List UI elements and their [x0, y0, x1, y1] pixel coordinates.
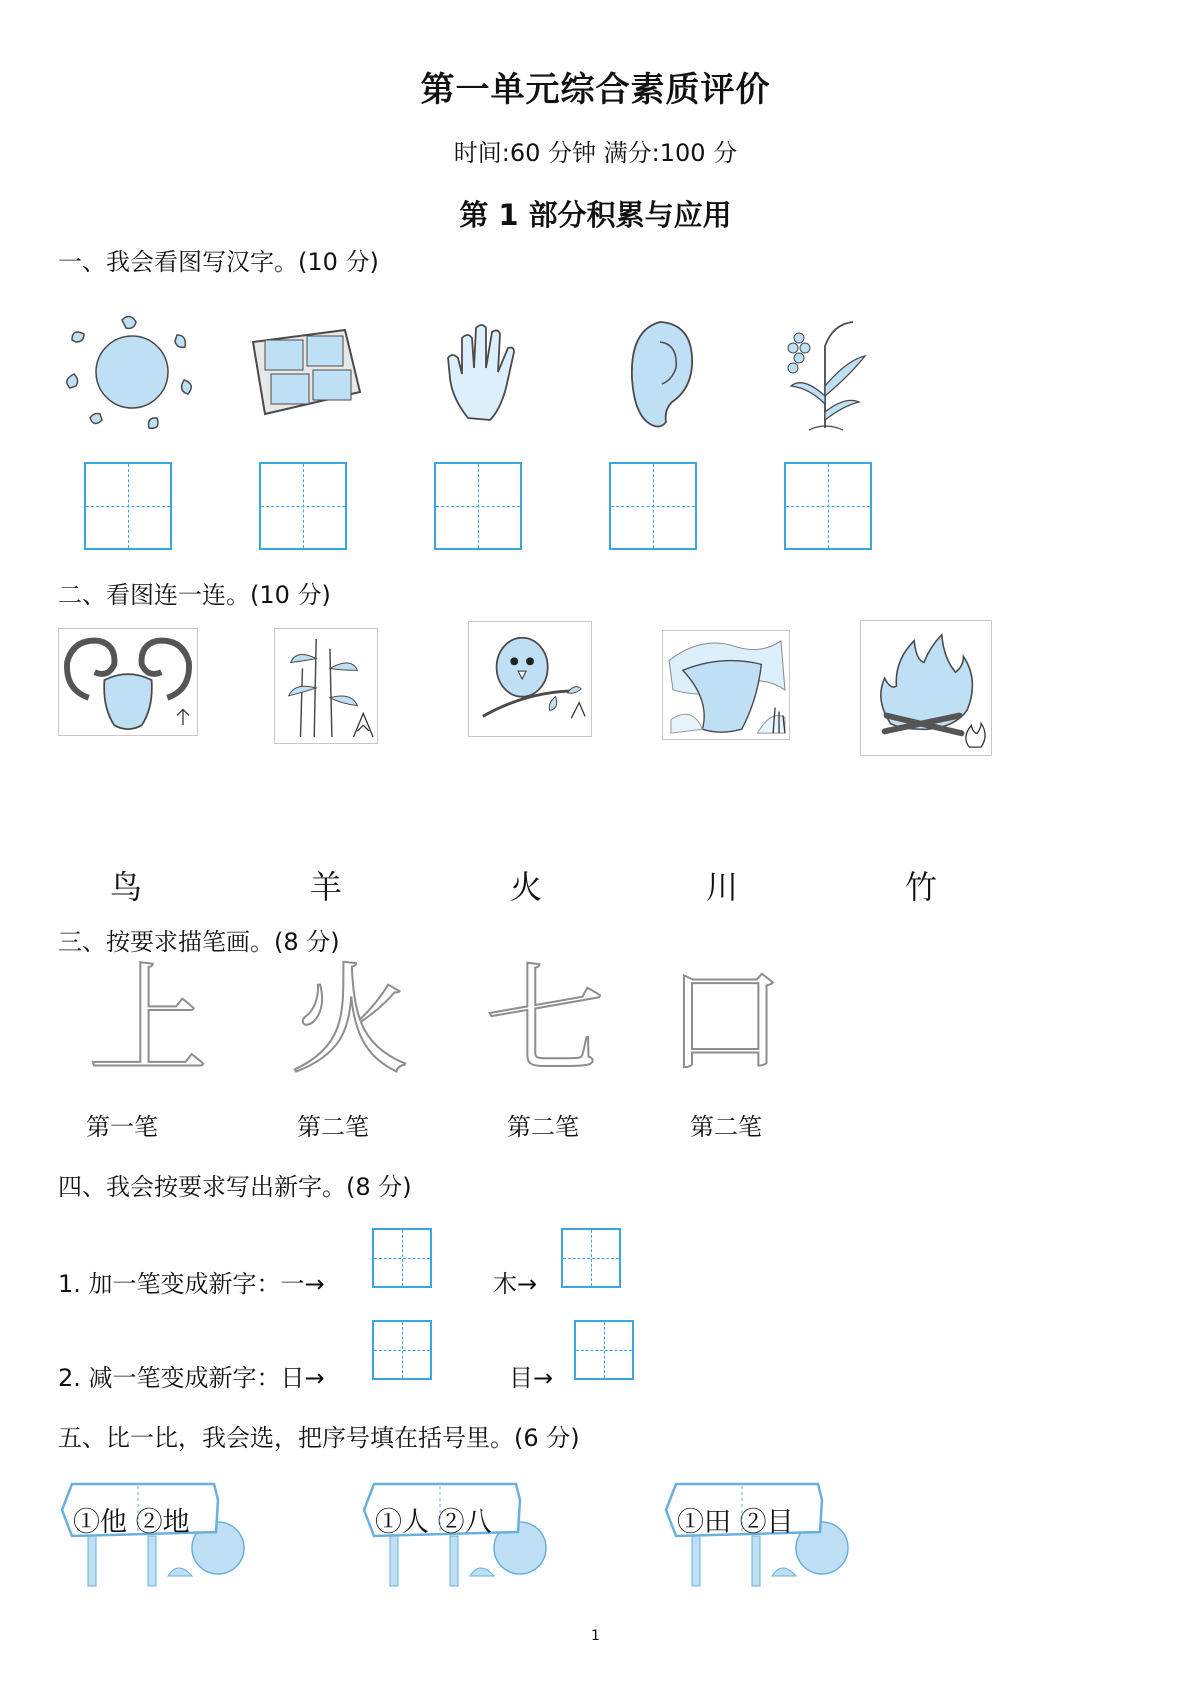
- stroke-char-2: 火: [290, 952, 410, 1091]
- stroke-label-2: 第二笔: [297, 1113, 369, 1141]
- stroke-label-1: 第一笔: [86, 1113, 158, 1141]
- rice-picture: [783, 316, 873, 434]
- q2-char-1: 鸟: [110, 868, 143, 906]
- field-picture: [245, 322, 365, 422]
- writing-grid-5[interactable]: [784, 462, 872, 550]
- sheep-picture: [58, 628, 198, 736]
- bird-picture: [468, 621, 592, 737]
- fire-picture: [860, 620, 992, 756]
- page-number: 1: [591, 1628, 600, 1644]
- q2-char-2: 羊: [310, 868, 343, 906]
- q4-line1-second: 木→: [493, 1270, 538, 1298]
- q2-heading: 二、看图连一连。(10 分): [58, 581, 331, 609]
- q4-heading: 四、我会按要求写出新字。(8 分): [58, 1173, 412, 1201]
- part-title: 第 1 部分积累与应用: [459, 198, 732, 232]
- q1-heading: 一、我会看图写汉字。(10 分): [58, 248, 379, 276]
- writing-grid-3[interactable]: [434, 462, 522, 550]
- q3-heading: 三、按要求描笔画。(8 分): [58, 928, 340, 956]
- page-title: 第一单元综合素质评价: [420, 70, 771, 110]
- q4-answer-grid-2[interactable]: [561, 1228, 621, 1288]
- stroke-char-1: 上: [88, 952, 208, 1091]
- writing-grid-4[interactable]: [609, 462, 697, 550]
- q4-answer-grid-3[interactable]: [372, 1320, 432, 1380]
- q4-line2-prefix: 2. 减一笔变成新字：日→: [58, 1364, 325, 1392]
- q4-answer-grid-1[interactable]: [372, 1228, 432, 1288]
- bamboo-picture: [274, 628, 378, 744]
- sun-picture: [62, 310, 202, 430]
- signpost-1-text: ①他 ②地: [73, 1507, 190, 1538]
- q2-char-3: 火: [510, 868, 543, 906]
- writing-grid-2[interactable]: [259, 462, 347, 550]
- q2-char-5: 竹: [905, 868, 938, 906]
- signpost-3-text: ①田 ②目: [677, 1507, 794, 1538]
- signpost-2-text: ①人 ②八: [375, 1507, 492, 1538]
- q4-line1-prefix: 1. 加一笔变成新字：一→: [58, 1270, 325, 1298]
- ear-picture: [620, 318, 700, 433]
- stroke-char-3: 七: [485, 952, 605, 1091]
- stroke-label-3: 第二笔: [507, 1113, 579, 1141]
- q2-char-4: 川: [706, 868, 739, 906]
- writing-grid-1[interactable]: [84, 462, 172, 550]
- stroke-char-4: 口: [665, 952, 785, 1091]
- q4-answer-grid-4[interactable]: [574, 1320, 634, 1380]
- stroke-label-4: 第二笔: [690, 1113, 762, 1141]
- river-picture: [662, 630, 790, 740]
- q4-line2-second: 目→: [509, 1364, 554, 1392]
- page-subtitle: 时间:60 分钟 满分:100 分: [453, 139, 738, 167]
- q5-heading: 五、比一比，我会选，把序号填在括号里。(6 分): [58, 1424, 580, 1452]
- hand-picture: [440, 318, 530, 428]
